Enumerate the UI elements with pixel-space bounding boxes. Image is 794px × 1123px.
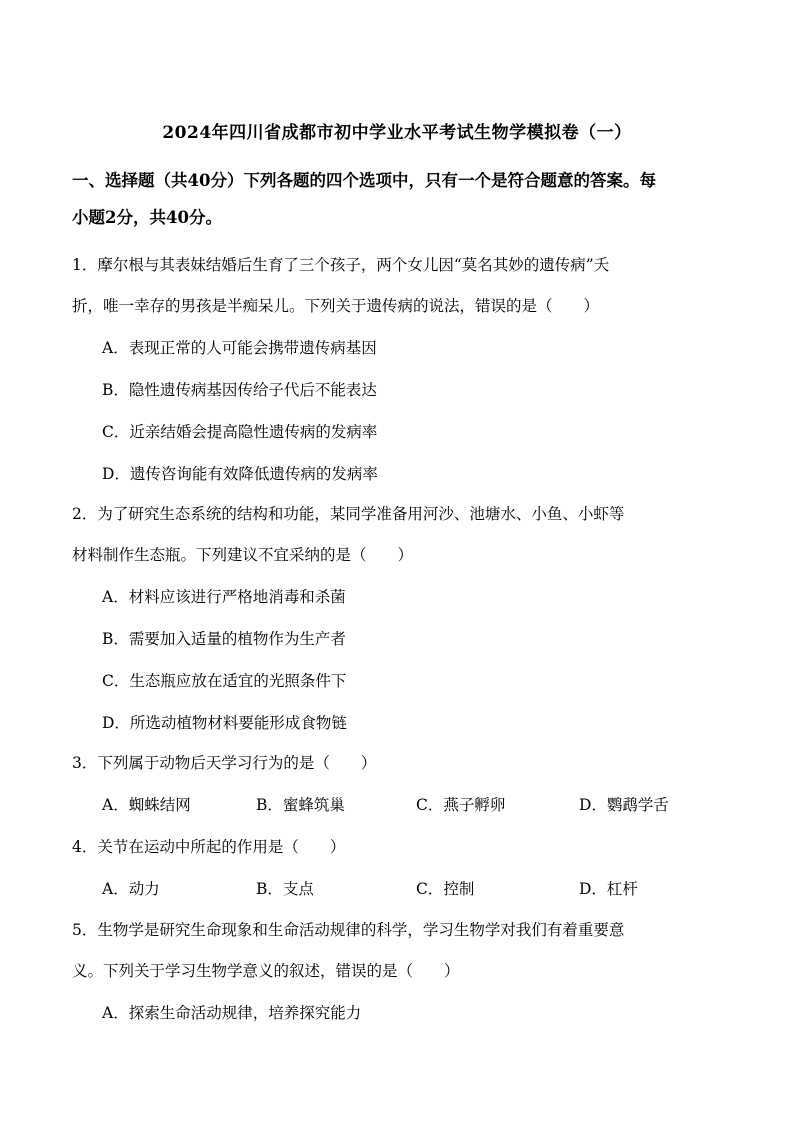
question-5-option-a: A．探索生命活动规律，培养探究能力	[102, 1004, 362, 1022]
question-2-stem-line2: 材料制作生态瓶。下列建议不宜采纳的是（ ）	[72, 546, 414, 564]
question-4-stem: 4．关节在运动中所起的作用是（ ）	[72, 838, 346, 856]
question-1-option-c: C．近亲结婚会提高隐性遗传病的发病率	[102, 423, 378, 441]
question-3-stem: 3．下列属于动物后天学习行为的是（ ）	[72, 754, 377, 772]
question-2-option-a: A．材料应该进行严格地消毒和杀菌	[102, 588, 346, 606]
question-4-option-d: D．杠杆	[579, 880, 638, 898]
exam-title: 2024年四川省成都市初中学业水平考试生物学模拟卷（一）	[162, 123, 632, 143]
question-5-stem-line1: 5．生物学是研究生命现象和生命活动规律的科学，学习生物学对我们有着重要意	[72, 921, 625, 939]
question-4-option-c: C．控制	[416, 880, 475, 898]
question-4-option-a: A．动力	[102, 880, 160, 898]
question-1-option-d: D．遗传咨询能有效降低遗传病的发病率	[102, 465, 378, 483]
section-instruction-line1: 一、选择题（共40分）下列各题的四个选项中，只有一个是符合题意的答案。每	[72, 171, 656, 190]
question-3-option-d: D．鹦鹉学舌	[579, 796, 669, 814]
question-3-option-a: A．蜘蛛结网	[102, 796, 191, 814]
question-3-option-c: C．燕子孵卵	[416, 796, 506, 814]
question-1-stem-line2: 折，唯一幸存的男孩是半痴呆儿。下列关于遗传病的说法，错误的是（ ）	[72, 297, 600, 315]
question-1-option-b: B．隐性遗传病基因传给子代后不能表达	[102, 381, 377, 399]
section-instruction-line2: 小题2分，共40分。	[72, 208, 222, 227]
question-5-stem-line2: 义。下列关于学习生物学意义的叙述，错误的是（ ）	[72, 962, 460, 980]
question-2-option-d: D．所选动植物材料要能形成食物链	[102, 714, 347, 732]
question-1-stem-line1: 1．摩尔根与其表妹结婚后生育了三个孩子，两个女儿因“莫名其妙的遗传病”夭	[72, 256, 610, 274]
question-1-option-a: A．表现正常的人可能会携带遗传病基因	[102, 339, 377, 357]
question-3-option-b: B．蜜蜂筑巢	[256, 796, 345, 814]
question-4-option-b: B．支点	[256, 880, 314, 898]
question-2-option-c: C．生态瓶应放在适宜的光照条件下	[102, 672, 347, 690]
question-2-option-b: B．需要加入适量的植物作为生产者	[102, 630, 346, 648]
question-2-stem-line1: 2．为了研究生态系统的结构和功能，某同学准备用河沙、池塘水、小鱼、小虾等	[72, 505, 625, 523]
